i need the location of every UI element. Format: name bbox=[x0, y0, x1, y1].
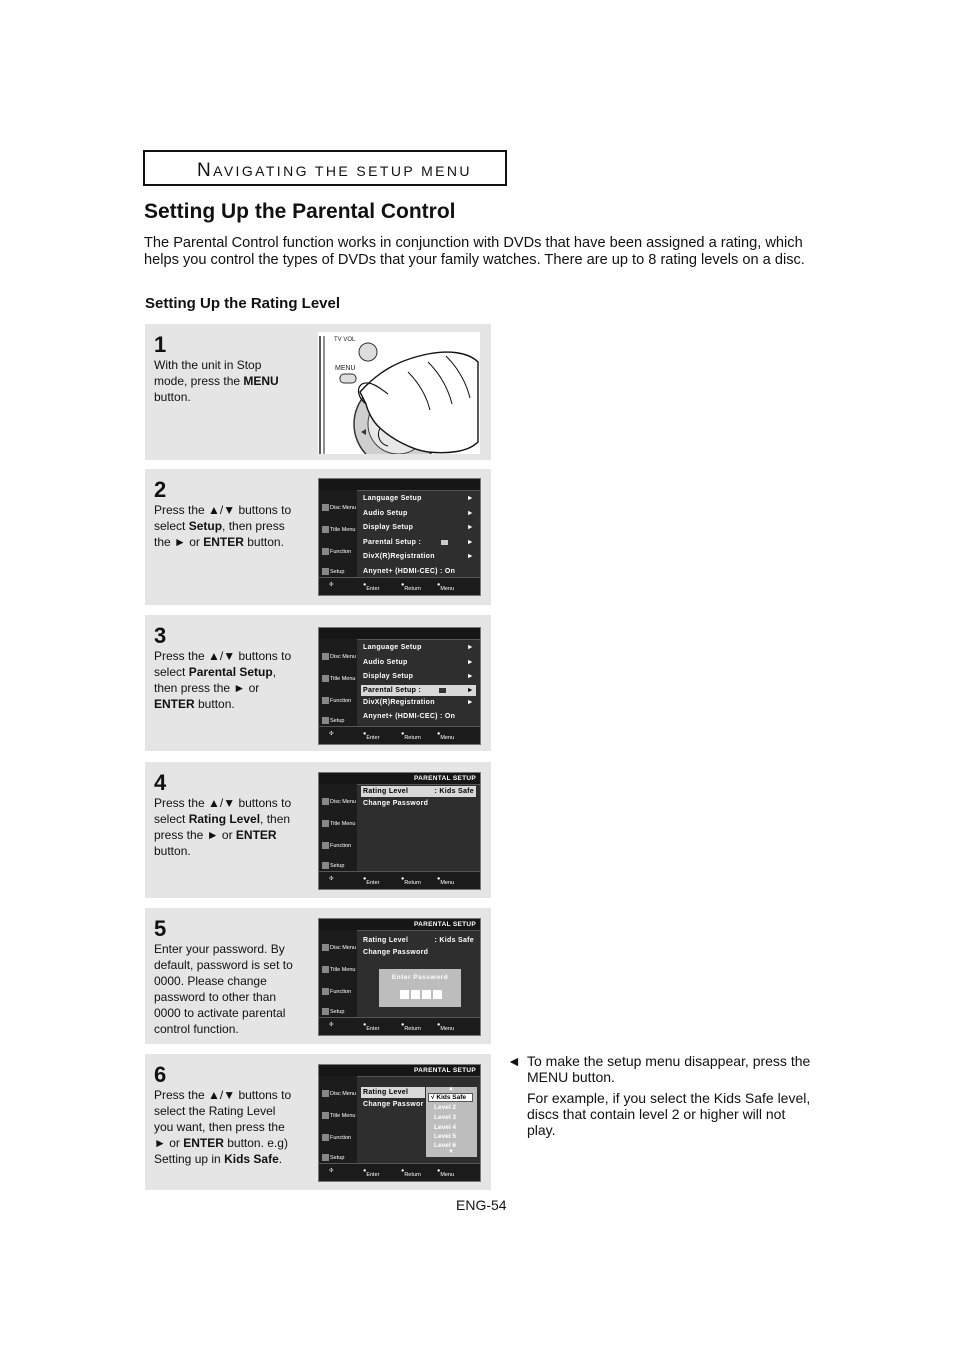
step-number: 2 bbox=[154, 477, 167, 502]
password-digit[interactable] bbox=[400, 990, 409, 999]
menu-item: Display Setup ► bbox=[361, 521, 476, 536]
osd-sidebar: Disc Menu Title Menu Function Setup bbox=[319, 1076, 357, 1163]
password-digit[interactable] bbox=[411, 990, 420, 999]
setup-icon bbox=[322, 717, 329, 724]
osd-bottombar: ✣ ● Enter ● Return ● Menu bbox=[319, 726, 480, 744]
step-number: 1 bbox=[154, 332, 167, 357]
setup-icon bbox=[322, 568, 329, 575]
osd-screen bbox=[318, 918, 481, 1036]
rating-option[interactable]: Level 3 bbox=[434, 1114, 457, 1121]
osd-bottombar: ✣ ● Enter ● Return ● Menu bbox=[319, 871, 480, 889]
disc-icon bbox=[322, 504, 329, 511]
section-header bbox=[143, 150, 507, 186]
osd-bottombar: ✣ ● Enter ● Return ● Menu bbox=[319, 1017, 480, 1035]
nav-icon: ✣ bbox=[329, 731, 334, 737]
osd-sidebar: Disc Menu Title Menu Function Setup bbox=[319, 490, 357, 577]
password-dialog: Enter Password bbox=[379, 969, 461, 1007]
step-text: Press the ▲/▼ buttons to select Setup, then press the ► or ENTER button. bbox=[154, 503, 292, 549]
lock-icon bbox=[439, 688, 446, 693]
arrow-right-icon: ► bbox=[466, 658, 474, 666]
arrow-right-icon: ► bbox=[466, 644, 474, 651]
osd-bottombar: ✣ ● Enter ● Return ● Menu bbox=[319, 577, 480, 595]
setup-icon bbox=[322, 1154, 329, 1161]
nav-icon: ✣ bbox=[329, 582, 334, 588]
lock-icon bbox=[441, 540, 448, 545]
arrow-right-icon: ► bbox=[466, 686, 474, 694]
setup-icon bbox=[322, 1008, 329, 1015]
arrow-down-icon[interactable]: ▼ bbox=[448, 1149, 454, 1155]
intro-paragraph: The Parental Control function works in conjunction with DVDs that have been assigned a rating, which helps you control the types of DVDs that your family watches. There are up to 8 rating levels on a disc. bbox=[144, 235, 805, 269]
password-digit[interactable] bbox=[433, 990, 442, 999]
osd-sidebar: Disc Menu Title Menu Function Setup bbox=[319, 784, 357, 871]
menu-item: DivX(R)Registration ► bbox=[361, 696, 476, 711]
osd-screen bbox=[318, 1064, 481, 1182]
nav-icon: ✣ bbox=[329, 1168, 334, 1174]
menu-item: Rating Level : Kids Safe bbox=[363, 937, 474, 944]
note bbox=[507, 1053, 817, 1143]
rating-option[interactable]: Level 5 bbox=[434, 1133, 457, 1140]
arrow-right-icon: ► bbox=[466, 673, 474, 680]
osd-header: PARENTAL SETUP bbox=[414, 921, 476, 928]
rating-option-selected[interactable]: √ Kids Safe bbox=[428, 1093, 473, 1102]
function-icon bbox=[322, 697, 329, 704]
step-number: 5 bbox=[154, 916, 167, 941]
osd-menu bbox=[361, 641, 476, 725]
remote-hand-illustration bbox=[318, 332, 480, 454]
osd-header: PARENTAL SETUP bbox=[414, 1067, 476, 1074]
disc-icon bbox=[322, 1090, 329, 1097]
remote-label-tvvol: TV VOL bbox=[334, 337, 356, 343]
title-icon bbox=[322, 675, 329, 682]
arrow-right-icon: ► bbox=[466, 553, 474, 560]
note-line: For example, if you select the Kids Safe level, discs that contain level 2 or higher will not play. bbox=[527, 1090, 811, 1138]
menu-item: Change Passwor bbox=[363, 1101, 424, 1108]
step-1 bbox=[145, 324, 491, 460]
step-4 bbox=[145, 762, 491, 898]
title-icon bbox=[322, 526, 329, 533]
menu-item: Audio Setup ► bbox=[361, 507, 476, 522]
menu-item: Language Setup ► bbox=[361, 641, 476, 656]
osd-sidebar: Disc Menu Title Menu Function Setup bbox=[319, 639, 357, 726]
arrow-right-icon: ► bbox=[466, 538, 474, 546]
rating-level-dropdown[interactable] bbox=[426, 1087, 477, 1157]
step-5 bbox=[145, 908, 491, 1044]
step-text: With the unit in Stop mode, press the MENU button. bbox=[154, 358, 279, 404]
title-icon bbox=[322, 966, 329, 973]
function-icon bbox=[322, 988, 329, 995]
arrow-right-icon: ► bbox=[466, 509, 474, 517]
function-icon bbox=[322, 1134, 329, 1141]
step-text: Press the ▲/▼ buttons to select Rating Level, then press the ► or ENTER button. bbox=[154, 796, 292, 858]
page-number: ENG-54 bbox=[456, 1197, 507, 1213]
title-icon bbox=[322, 1112, 329, 1119]
osd-menu bbox=[361, 492, 476, 579]
osd-screen bbox=[318, 772, 481, 890]
arrow-right-icon: ► bbox=[466, 698, 474, 706]
osd-screen bbox=[318, 478, 481, 596]
setup-icon bbox=[322, 862, 329, 869]
rating-option[interactable]: Level 6 bbox=[434, 1142, 457, 1149]
disc-icon bbox=[322, 653, 329, 660]
arrow-left-icon: ◄ bbox=[507, 1053, 521, 1069]
section-initial: N bbox=[197, 160, 214, 181]
note-line: To make the setup menu disappear, press the MENU button. bbox=[527, 1053, 811, 1085]
arrow-right-icon: ► bbox=[466, 524, 474, 531]
osd-menu bbox=[361, 935, 476, 959]
menu-item: Anynet+ (HDMI-CEC) : On bbox=[363, 567, 456, 575]
osd-screen bbox=[318, 627, 481, 745]
menu-item-selected: Rating Level : Kids Safe bbox=[363, 788, 474, 795]
step-text: Press the ▲/▼ buttons to select the Rating Level you want, then press the ► or ENTER button. e.g) Setting up in Kids Safe. bbox=[154, 1088, 292, 1166]
step-number: 3 bbox=[154, 623, 167, 648]
step-number: 4 bbox=[154, 770, 167, 795]
password-digit[interactable] bbox=[422, 990, 431, 999]
page-title: Setting Up the Parental Control bbox=[144, 200, 456, 223]
arrow-up-icon[interactable]: ▲ bbox=[448, 1086, 454, 1092]
step-number: 6 bbox=[154, 1062, 167, 1087]
menu-item-selected: Rating Level bbox=[361, 1087, 425, 1098]
menu-item: Anynet+ (HDMI-CEC) : On bbox=[363, 713, 456, 720]
menu-item: Change Password bbox=[363, 949, 429, 956]
step-text: Press the ▲/▼ buttons to select Parental Setup, then press the ► or ENTER button. bbox=[154, 649, 292, 711]
osd-menu bbox=[361, 786, 476, 812]
menu-item: Language Setup ► bbox=[361, 492, 476, 507]
function-icon bbox=[322, 548, 329, 555]
remote-illustration bbox=[318, 332, 480, 454]
title-icon bbox=[322, 820, 329, 827]
menu-item: Audio Setup ► bbox=[361, 656, 476, 671]
nav-icon: ✣ bbox=[329, 876, 334, 882]
subtitle: Setting Up the Rating Level bbox=[145, 295, 341, 312]
arrow-right-icon: ► bbox=[466, 495, 474, 502]
menu-item: DivX(R)Registration ► bbox=[361, 550, 476, 565]
step-6 bbox=[145, 1054, 491, 1190]
osd-header: PARENTAL SETUP bbox=[414, 775, 476, 782]
osd-bottombar: ✣ ● Enter ● Return ● Menu bbox=[319, 1163, 480, 1181]
menu-item: Parental Setup : ► bbox=[361, 536, 476, 551]
step-3 bbox=[145, 615, 491, 751]
osd-sidebar: Disc Menu Title Menu Function Setup bbox=[319, 930, 357, 1017]
disc-icon bbox=[322, 944, 329, 951]
menu-item: Change Password bbox=[363, 800, 429, 807]
function-icon bbox=[322, 842, 329, 849]
step-2 bbox=[145, 469, 491, 605]
rating-option[interactable]: Level 2 bbox=[434, 1104, 457, 1111]
menu-item-selected: Parental Setup : ► bbox=[363, 686, 474, 694]
step-text: Enter your password. By default, password is set to 0000. Please change password to other than 0000 to activate parental control function. bbox=[154, 942, 293, 1036]
disc-icon bbox=[322, 798, 329, 805]
remote-label-menu: MENU bbox=[335, 365, 356, 372]
section-title: AVIGATING THE SETUP MENU bbox=[213, 163, 472, 179]
menu-item: Display Setup ► bbox=[361, 670, 476, 685]
rating-option[interactable]: Level 4 bbox=[434, 1124, 457, 1131]
nav-icon: ✣ bbox=[329, 1022, 334, 1028]
